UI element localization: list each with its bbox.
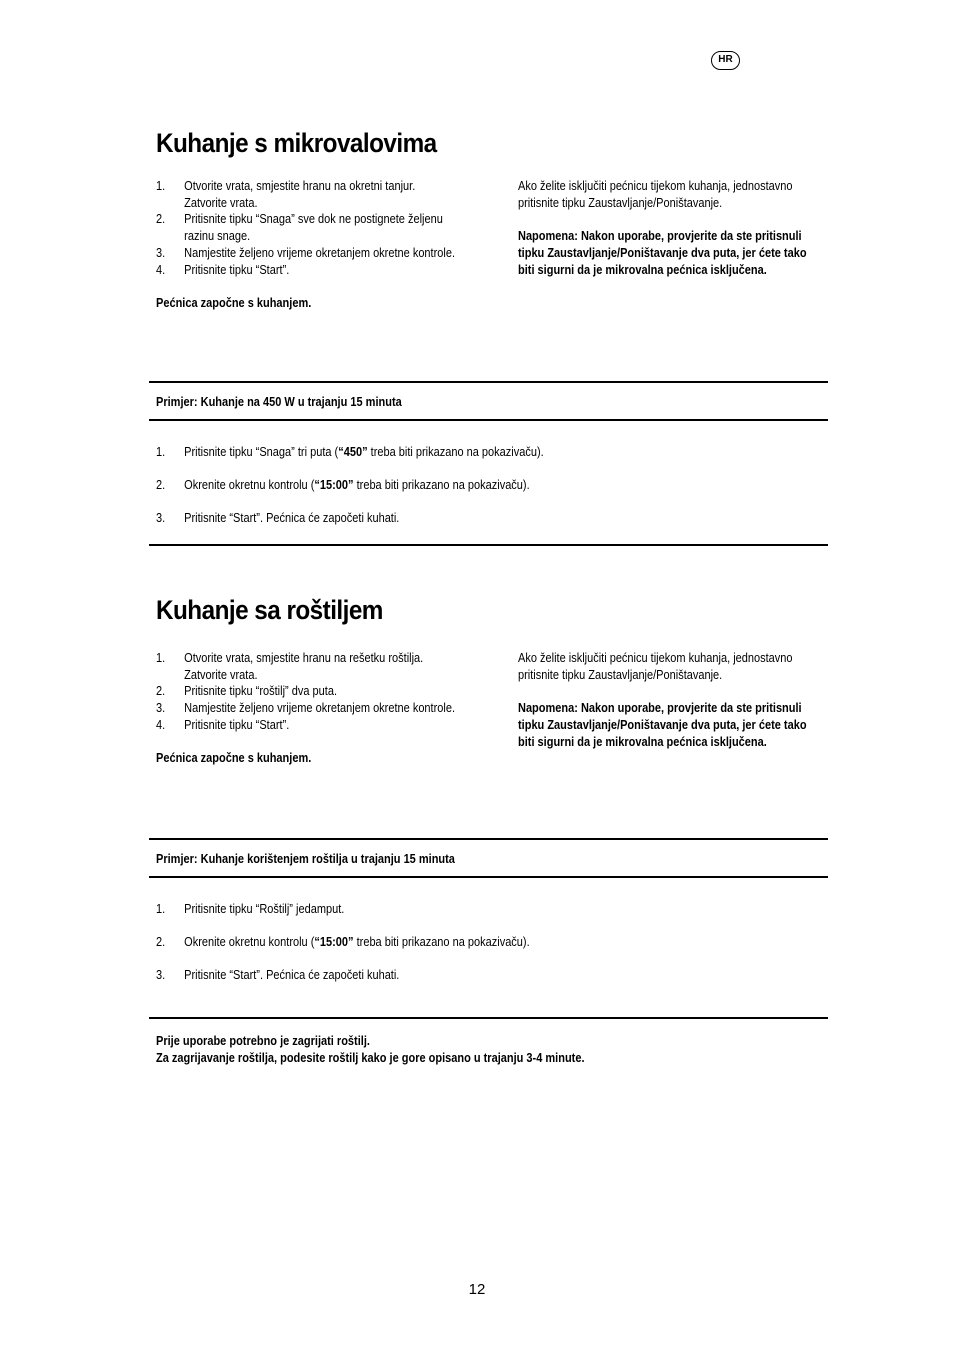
microwave-example-steps <box>156 444 772 526</box>
divider <box>149 544 828 546</box>
list-item: 3. Pritisnite “Start”. Pećnica će započeti kuhati. <box>156 510 400 525</box>
section-title-microwave: Kuhanje s mikrovalovima <box>156 128 437 158</box>
grill-result-text: Pećnica započne s kuhanjem. <box>156 751 312 766</box>
list-item: 1. Pritisnite tipku “Snaga” tri puta (“450” treba biti prikazano na pokazivaču). <box>156 445 544 459</box>
grill-example <box>156 901 772 1000</box>
list-item: 1. Pritisnite tipku “Roštilj” jedamput. <box>156 902 345 916</box>
preheat-note <box>156 1033 772 1066</box>
grill-steps-list <box>156 650 455 734</box>
divider <box>149 419 828 421</box>
microwave-stop-info <box>518 178 817 278</box>
microwave-result-text: Pećnica započne s kuhanjem. <box>156 295 312 310</box>
list-item: 4. Pritisnite tipku “Start”. <box>156 717 290 732</box>
list-item: 2. Pritisnite tipku “roštilj” dva puta. <box>156 684 338 699</box>
list-item: 2. Okrenite okretnu kontrolu (“15:00” treba biti prikazano na pokazivaču). <box>156 477 530 492</box>
divider <box>149 876 828 878</box>
preheat-line-2: Za zagrijavanje roštilja, podesite roštilj kako je gore opisano u trajanju 3-4 minute. <box>156 1050 585 1065</box>
divider <box>149 838 828 840</box>
list-item: 3. Namjestite željeno vrijeme okretanjem okretne kontrole. <box>156 701 456 716</box>
language-badge: HR <box>711 51 740 70</box>
section-title-grill: Kuhanje sa roštiljem <box>156 595 383 625</box>
list-item: 3. Pritisnite “Start”. Pećnica će započeti kuhati. <box>156 967 400 982</box>
microwave-instructions <box>156 178 455 312</box>
microwave-example <box>156 444 772 543</box>
note-text: Napomena: Nakon uporabe, provjerite da ste pritisnuli tipku Zaustavljanje/Poništavanje dva puta, jer ćete tako biti sigurni da je mikrovalna pećnica isključena. <box>518 701 807 749</box>
stop-text: Ako želite isključiti pećnicu tijekom kuhanja, jednostavno pritisnite tipku Zaustavljanje/Poništavanje. <box>518 179 793 210</box>
list-item: 2. Pritisnite tipku “Snaga” sve dok ne postignete željenu razinu snage. <box>156 212 443 244</box>
list-item: 3. Namjestite željeno vrijeme okretanjem okretne kontrole. <box>156 245 456 260</box>
example-title-grill: Primjer: Kuhanje korištenjem roštilja u trajanju 15 minuta <box>156 852 455 866</box>
note-text: Napomena: Nakon uporabe, provjerite da ste pritisnuli tipku Zaustavljanje/Poništavanje dva puta, jer ćete tako biti sigurni da je mikrovalna pećnica isključena. <box>518 229 807 277</box>
list-item: 1. Otvorite vrata, smjestite hranu na okretni tanjur. Zatvorite vrata. <box>156 179 416 210</box>
page-number: 12 <box>468 1281 486 1298</box>
grill-example-steps <box>156 901 772 983</box>
list-item: 1. Otvorite vrata, smjestite hranu na rešetku roštilja. Zatvorite vrata. <box>156 651 424 682</box>
grill-instructions <box>156 650 455 767</box>
stop-text: Ako želite isključiti pećnicu tijekom kuhanja, jednostavno pritisnite tipku Zaustavljanje/Poništavanje. <box>518 651 793 682</box>
microwave-steps-list <box>156 178 455 278</box>
list-item: 2. Okrenite okretnu kontrolu (“15:00” treba biti prikazano na pokazivaču). <box>156 934 530 949</box>
preheat-line-1: Prije uporabe potrebno je zagrijati roštilj. <box>156 1034 370 1048</box>
divider <box>149 381 828 383</box>
divider <box>149 1017 828 1019</box>
example-title-microwave: Primjer: Kuhanje na 450 W u trajanju 15 minuta <box>156 395 402 409</box>
list-item: 4. Pritisnite tipku “Start”. <box>156 262 290 277</box>
grill-stop-info <box>518 650 817 750</box>
